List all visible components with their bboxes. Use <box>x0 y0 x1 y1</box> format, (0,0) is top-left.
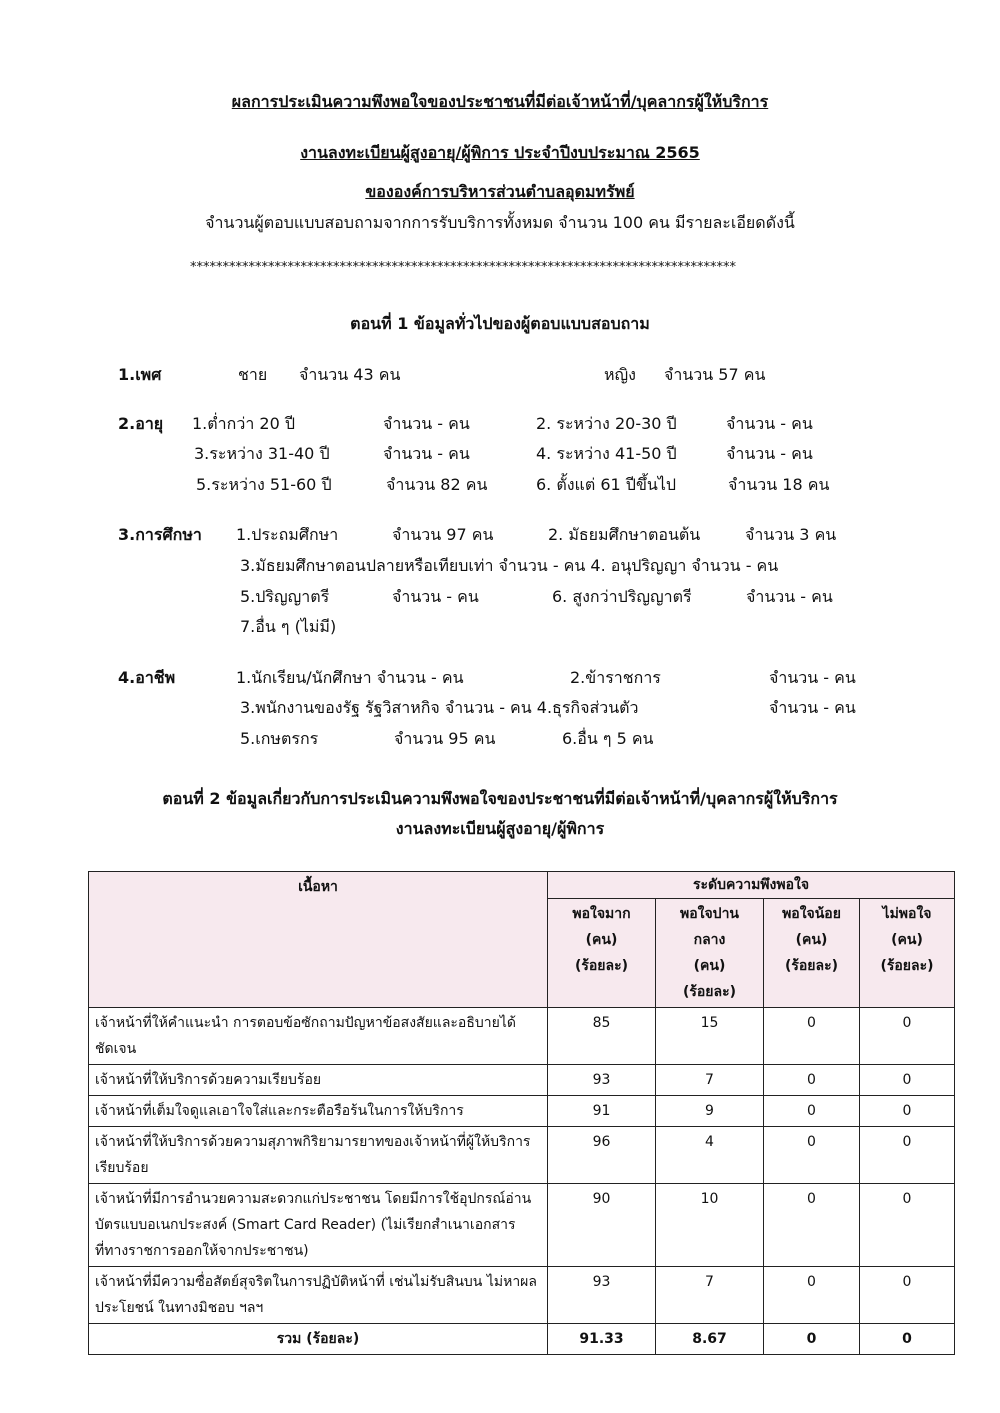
female-count: จำนวน 57 คน <box>664 365 766 384</box>
age-item: 5.ระหว่าง 51-60 ปี <box>196 475 332 494</box>
age-item: 3.ระหว่าง 31-40 ปี <box>194 444 330 463</box>
row-value: 0 <box>764 1267 860 1324</box>
row-value: 10 <box>656 1184 764 1267</box>
row-value: 0 <box>860 1184 955 1267</box>
gender-label: 1.เพศ <box>118 365 162 384</box>
content-header: เนื้อหา <box>89 872 548 1008</box>
row-value: 93 <box>548 1267 656 1324</box>
age-count: จำนวน - คน <box>726 414 813 433</box>
col-very-satisfied: พอใจมาก (คน) (ร้อยละ) <box>548 899 656 1008</box>
total-cell: 0 <box>860 1324 955 1355</box>
age-count: จำนวน 82 คน <box>386 475 488 494</box>
respondents-summary: จำนวนผู้ตอบแบบสอบถามจากการรับบริการทั้งหมด จำนวน 100 คน มีรายละเอียดดังนี้ <box>205 213 795 232</box>
occupation-item: 5.เกษตรกร <box>240 729 319 748</box>
part2-heading: ตอนที่ 2 ข้อมูลเกี่ยวกับการประเมินความพึงพอใจของประชาชนที่มีต่อเจ้าหน้าที่/บุคลากรผู้ให้บริการ <box>162 789 838 808</box>
education-item: 7.อื่น ๆ (ไม่มี) <box>240 617 337 636</box>
education-count: จำนวน 97 คน <box>392 525 494 544</box>
total-cell: 8.67 <box>656 1324 764 1355</box>
occupation-item: 2.ข้าราชการ <box>570 668 661 687</box>
row-value: 7 <box>656 1267 764 1324</box>
occupation-item: 6.อื่น ๆ 5 คน <box>562 729 654 748</box>
occupation-count: จำนวน 95 คน <box>394 729 496 748</box>
row-value: 0 <box>764 1008 860 1065</box>
row-value: 0 <box>860 1065 955 1096</box>
total-cell: 0 <box>764 1324 860 1355</box>
table-row <box>89 1096 955 1127</box>
col-slightly-satisfied: พอใจน้อย (คน) (ร้อยละ) <box>764 899 860 1008</box>
row-content: เจ้าหน้าที่เต็มใจดูแลเอาใจใส่และกระตือรือร้นในการให้บริการ <box>89 1096 548 1127</box>
level-header: ระดับความพึงพอใจ <box>548 872 955 899</box>
age-label: 2.อายุ <box>118 414 164 433</box>
row-value: 7 <box>656 1065 764 1096</box>
col-moderately-satisfied: พอใจปาน กลาง (คน) (ร้อยละ) <box>656 899 764 1008</box>
education-item: 6. สูงกว่าปริญญาตรี <box>552 587 692 606</box>
education-count: จำนวน - คน <box>392 587 479 606</box>
row-value: 15 <box>656 1008 764 1065</box>
row-content: เจ้าหน้าที่ให้บริการด้วยความสุภาพกิริยามารยาทของเจ้าหน้าที่ผู้ให้บริการเรียบร้อย <box>89 1127 548 1184</box>
row-content: เจ้าหน้าที่ให้คำแนะนำ การตอบข้อซักถามปัญหาข้อสงสัยและอธิบายได้ชัดเจน <box>89 1008 548 1065</box>
total-cell: 91.33 <box>548 1324 656 1355</box>
row-value: 0 <box>860 1008 955 1065</box>
age-item: 6. ตั้งแต่ 61 ปีขึ้นไป <box>536 475 677 494</box>
occupation-count: จำนวน - คน <box>769 698 856 717</box>
row-value: 85 <box>548 1008 656 1065</box>
col-not-satisfied: ไม่พอใจ (คน) (ร้อยละ) <box>860 899 955 1008</box>
table-row <box>89 1065 955 1096</box>
education-item: 2. มัธยมศึกษาตอนต้น <box>548 525 701 544</box>
age-item: 2. ระหว่าง 20-30 ปี <box>536 414 677 433</box>
row-value: 0 <box>764 1096 860 1127</box>
row-content: เจ้าหน้าที่มีความซื่อสัตย์สุจริตในการปฏิบัติหน้าที่ เช่นไม่รับสินบน ไม่หาผลประโยชน์ ในทางมิชอบ ฯลฯ <box>89 1267 548 1324</box>
age-item: 1.ต่ำกว่า 20 ปี <box>192 414 295 433</box>
age-count: จำนวน - คน <box>383 414 470 433</box>
row-value: 93 <box>548 1065 656 1096</box>
female-label: หญิง <box>604 365 636 384</box>
table-row <box>89 1008 955 1065</box>
row-value: 0 <box>860 1096 955 1127</box>
age-count: จำนวน - คน <box>383 444 470 463</box>
organization-title: ขององค์การบริหารส่วนตำบลอุดมทรัพย์ <box>365 182 635 201</box>
row-value: 0 <box>860 1127 955 1184</box>
row-value: 91 <box>548 1096 656 1127</box>
age-item: 4. ระหว่าง 41-50 ปี <box>536 444 677 463</box>
row-value: 90 <box>548 1184 656 1267</box>
star-divider: ************************************************************************************ <box>190 260 736 275</box>
satisfaction-table <box>88 871 955 1355</box>
education-count: จำนวน 3 คน <box>745 525 837 544</box>
row-content: เจ้าหน้าที่ให้บริการด้วยความเรียบร้อย <box>89 1065 548 1096</box>
education-count: จำนวน - คน <box>746 587 833 606</box>
occupation-item: 3.พนักงานของรัฐ รัฐวิสาหกิจ จำนวน - คน 4.ธุรกิจส่วนตัว <box>240 698 639 717</box>
age-count: จำนวน - คน <box>726 444 813 463</box>
age-count: จำนวน 18 คน <box>728 475 830 494</box>
row-value: 0 <box>764 1127 860 1184</box>
male-count: จำนวน 43 คน <box>299 365 401 384</box>
male-label: ชาย <box>238 365 268 384</box>
row-value: 9 <box>656 1096 764 1127</box>
row-value: 96 <box>548 1127 656 1184</box>
row-value: 0 <box>764 1065 860 1096</box>
row-value: 0 <box>764 1184 860 1267</box>
report-subtitle: งานลงทะเบียนผู้สูงอายุ/ผู้พิการ ประจำปีงบประมาณ 2565 <box>300 143 700 162</box>
part2-subheading: งานลงทะเบียนผู้สูงอายุ/ผู้พิการ <box>395 819 605 838</box>
occupation-count: จำนวน - คน <box>769 668 856 687</box>
table-row <box>89 1127 955 1184</box>
occupation-item: 1.นักเรียน/นักศึกษา จำนวน - คน <box>236 668 464 687</box>
total-label: รวม (ร้อยละ) <box>89 1324 548 1355</box>
row-content: เจ้าหน้าที่มีการอำนวยความสะดวกแก่ประชาชน โดยมีการใช้อุปกรณ์อ่านบัตรแบบอเนกประสงค์ (Smart Card Reader) (ไม่เรียกสำเนาเอกสารที่ทางราชการออกให้จากประชาชน) <box>89 1184 548 1267</box>
education-label: 3.การศึกษา <box>118 525 202 544</box>
education-item: 1.ประถมศึกษา <box>236 525 339 544</box>
row-value: 0 <box>860 1267 955 1324</box>
education-line: 3.มัธยมศึกษาตอนปลายหรือเทียบเท่า จำนวน - คน 4. อนุปริญญา จำนวน - คน <box>240 556 779 575</box>
row-value: 4 <box>656 1127 764 1184</box>
education-item: 5.ปริญญาตรี <box>240 587 330 606</box>
occupation-label: 4.อาชีพ <box>118 668 176 687</box>
total-row <box>89 1324 955 1355</box>
report-title: ผลการประเมินความพึงพอใจของประชาชนที่มีต่อเจ้าหน้าที่/บุคลากรผู้ให้บริการ <box>231 92 769 111</box>
table-row <box>89 1184 955 1267</box>
table-row <box>89 1267 955 1324</box>
part1-heading: ตอนที่ 1 ข้อมูลทั่วไปของผู้ตอบแบบสอบถาม <box>350 314 650 333</box>
